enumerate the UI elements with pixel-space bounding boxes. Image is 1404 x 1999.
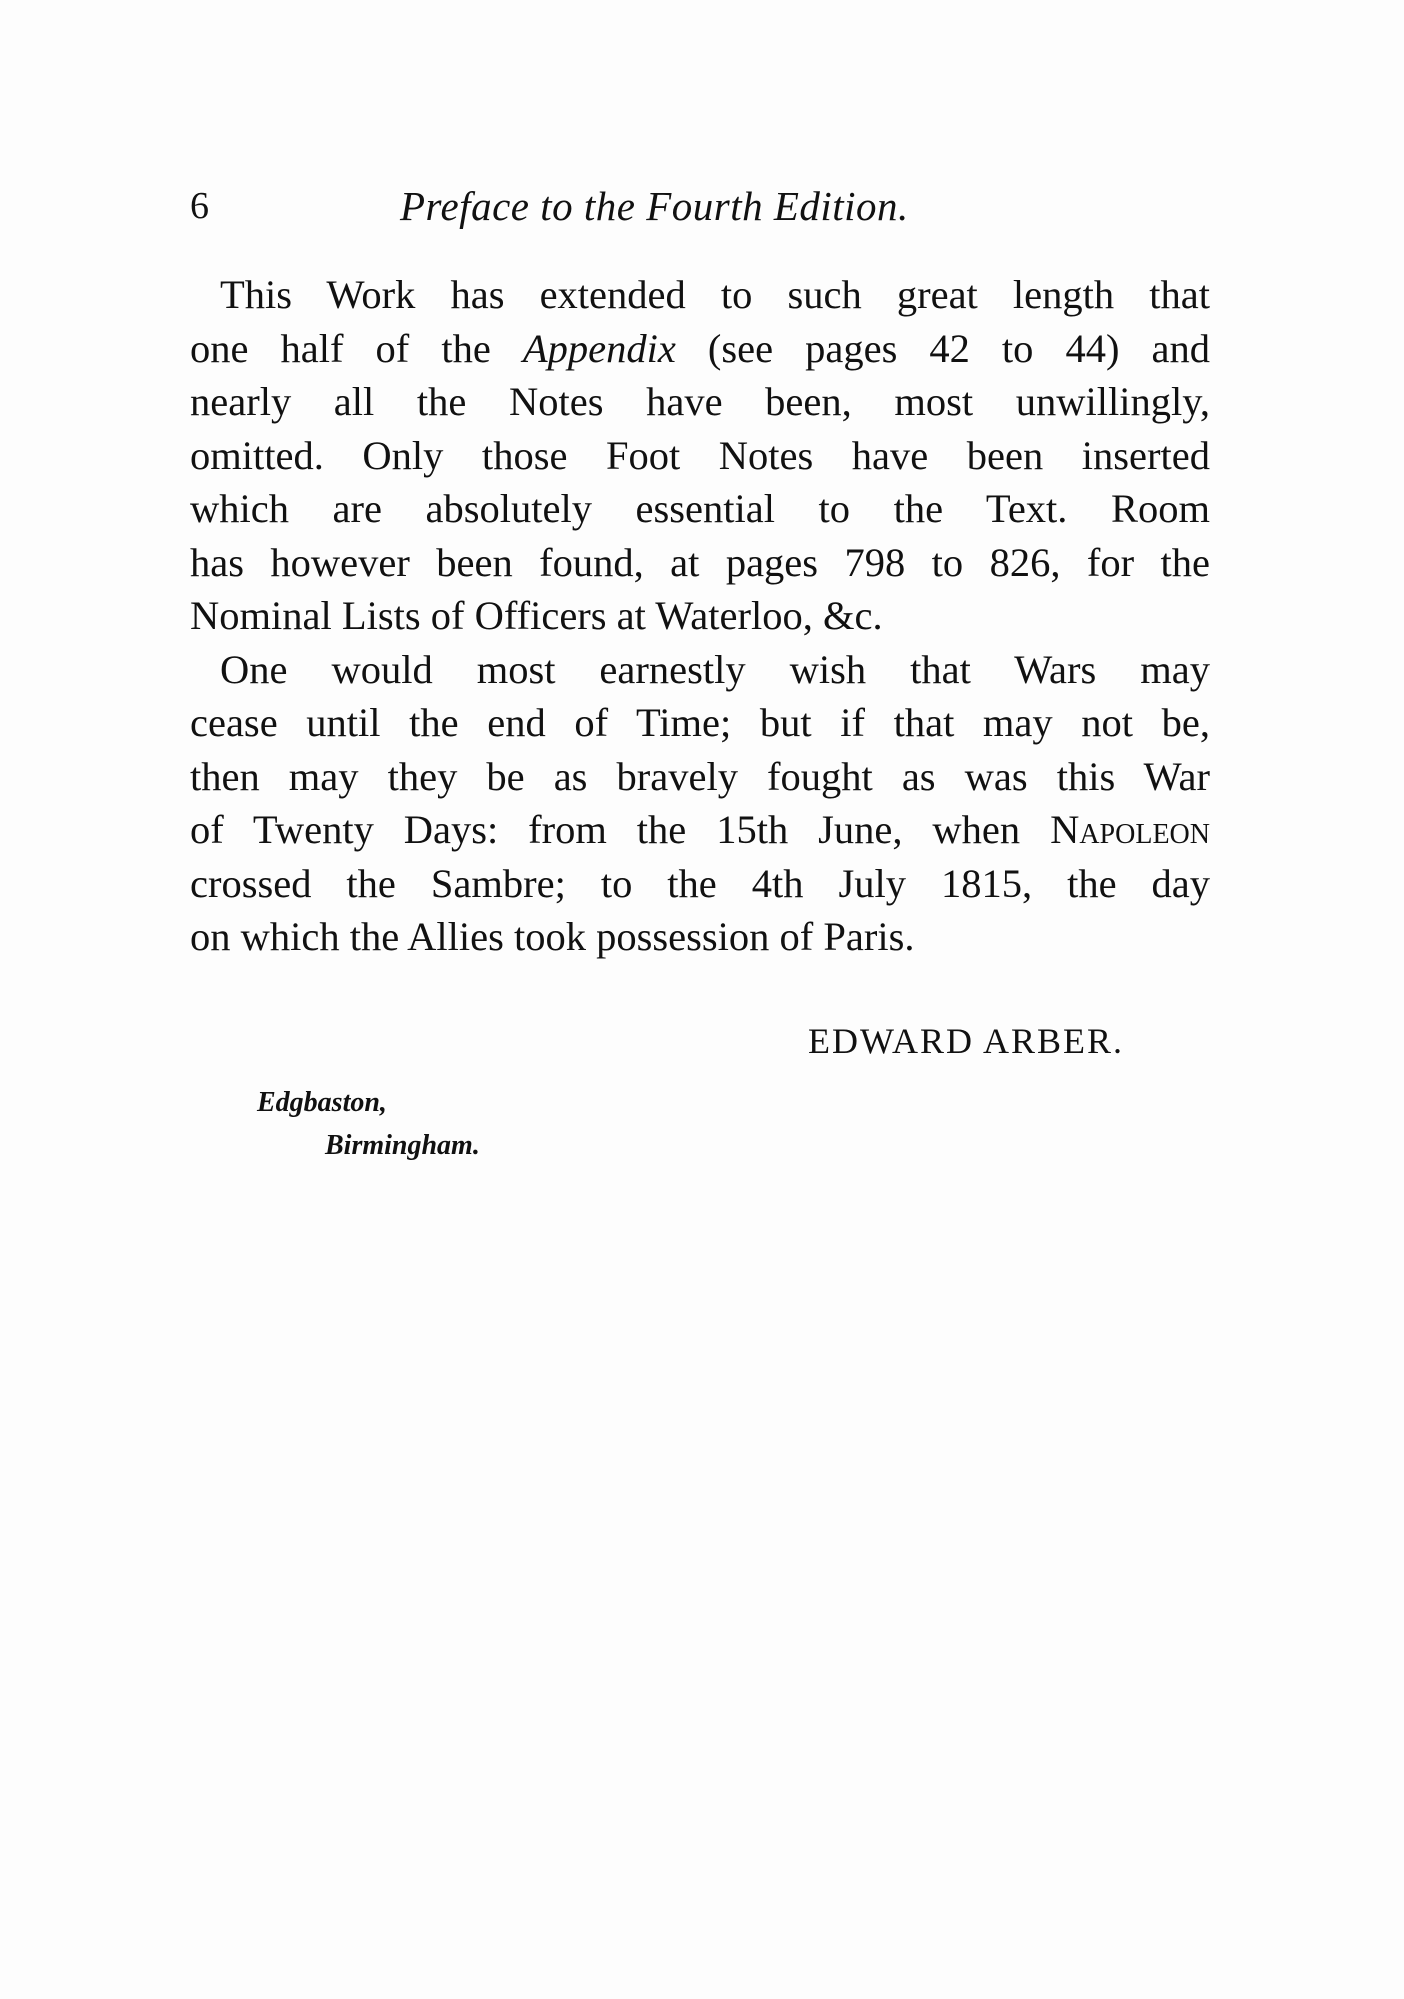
text-line: then may they be as bravely fought as was this War (190, 753, 1210, 799)
author-signature: EDWARD ARBER. (808, 1021, 1125, 1061)
text-line: on which the Allies took possession of Paris. (190, 914, 915, 959)
text-fragment: (see pages 42 to 44) and (675, 325, 1210, 371)
text-fragment: of Twenty Days: from the 15th June, when (190, 807, 1051, 852)
place-line-2: Birmingham. (325, 1130, 480, 1161)
text-line (190, 803, 1210, 857)
text-line: omitted. Only those Foot Notes have been inserted (190, 432, 1210, 478)
text-line: crossed the Sambre; to the 4th July 1815, the day (190, 860, 1210, 906)
napoleon-name: Napoleon (1050, 807, 1210, 852)
place-line-1: Edgbaston, (257, 1087, 387, 1118)
appendix-reference: Appendix (522, 325, 676, 371)
text-line: cease until the end of Time; but if that may not be, (190, 700, 1210, 745)
text-line: This Work has extended to such great length that (220, 272, 1210, 317)
paragraph-2 (190, 643, 1210, 964)
text-line (190, 322, 1210, 376)
text-line: One would most earnestly wish that Wars may (220, 646, 1210, 692)
page-number: 6 (190, 185, 209, 227)
preface-body (190, 268, 1210, 964)
text-fragment: one half of the (190, 325, 523, 371)
text-line: Nominal Lists of Officers at Waterloo, &c. (190, 593, 883, 638)
text-line: nearly all the Notes have been, most unwillingly, (190, 379, 1210, 424)
text-line: has however been found, at pages 798 to 826, for the (190, 539, 1210, 585)
paragraph-1 (190, 268, 1210, 643)
running-head (190, 178, 1210, 234)
text-line: which are absolutely essential to the Text. Room (190, 486, 1210, 531)
page-title: Preface to the Fourth Edition. (400, 183, 909, 229)
